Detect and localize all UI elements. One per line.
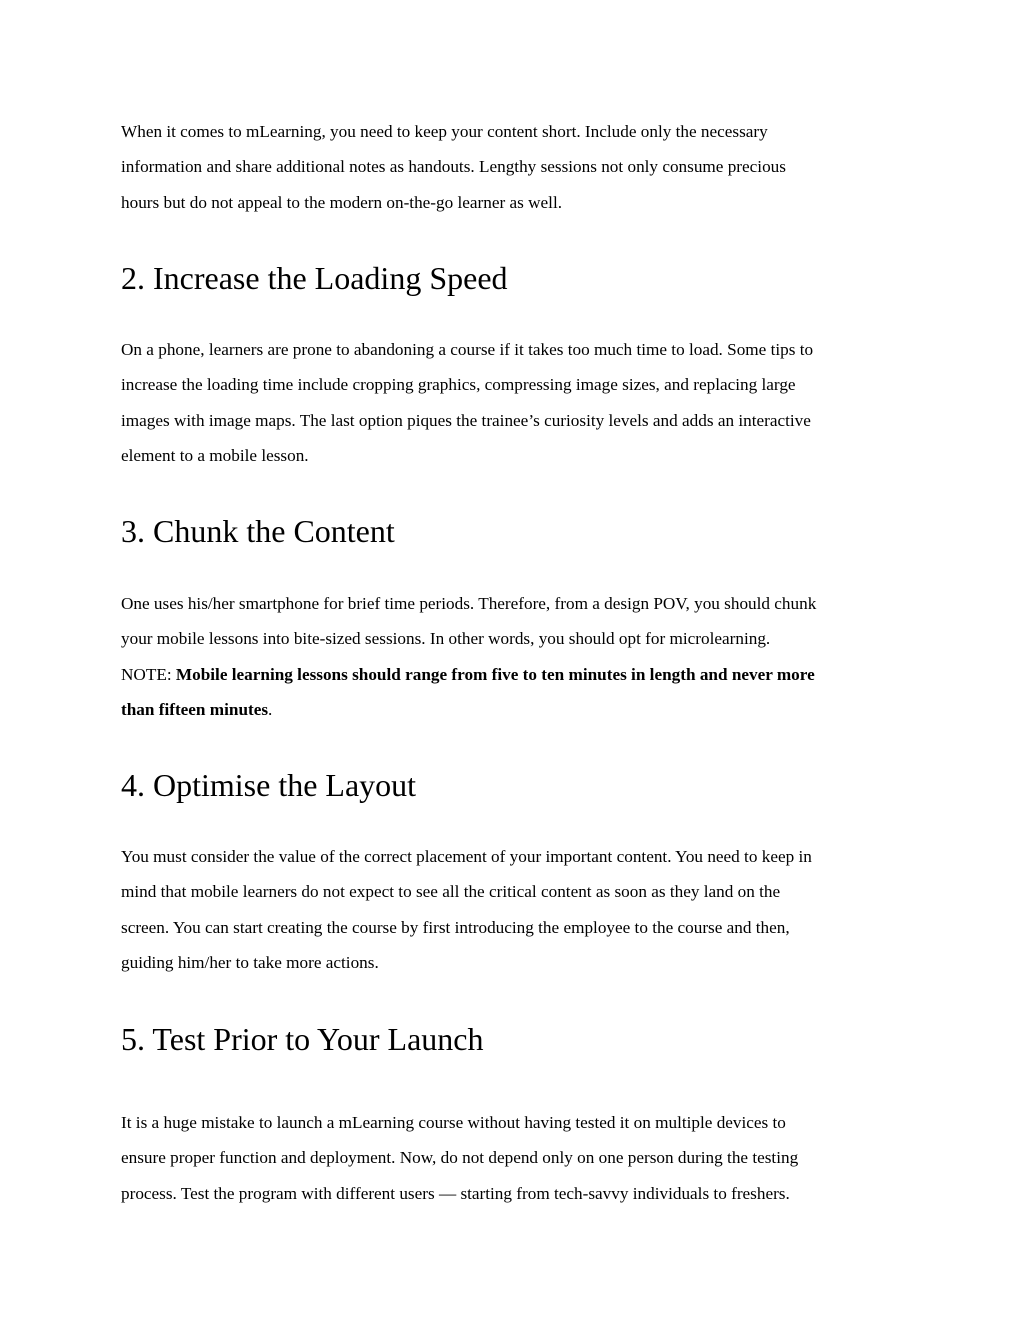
note-line: [121, 692, 921, 727]
paragraph-line: It is a huge mistake to launch a mLearning course without having tested it on multiple devices to: [121, 1113, 786, 1132]
section-heading-loading-speed: 2. Increase the Loading Speed: [121, 260, 508, 296]
paragraph-line: information and share additional notes as handouts. Lengthy sessions not only consume precious: [121, 157, 786, 177]
optimise-layout-paragraph: [121, 839, 921, 981]
note-emphasis: Mobile learning lessons should range from five to ten minutes in length and never more: [175, 664, 815, 684]
paragraph-line: your mobile lessons into bite-sized sessions. In other words, you should opt for microlearning.: [121, 629, 771, 649]
paragraph-line: On a phone, learners are prone to abandoning a course if it takes too much time to load. Some tips to: [121, 340, 814, 359]
paragraph-line: guiding him/her to take more actions.: [121, 953, 379, 973]
test-launch-paragraph: [121, 1105, 921, 1211]
paragraph-line: ensure proper function and deployment. Now, do not depend only on one person during the testing: [121, 1148, 799, 1168]
paragraph-line: One uses his/her smartphone for brief time periods. Therefore, from a design POV, you should chunk: [121, 594, 817, 613]
section-heading-chunk-content: 3. Chunk the Content: [121, 513, 395, 549]
section-heading-test-launch: 5. Test Prior to Your Launch: [121, 1021, 484, 1057]
note-line: [121, 657, 921, 692]
intro-paragraph: [121, 114, 921, 220]
paragraph-line: process. Test the program with different users — starting from tech-savvy individuals to freshers.: [121, 1183, 790, 1203]
chunk-content-paragraph: [121, 586, 921, 728]
paragraph-line: images with image maps. The last option piques the trainee’s curiosity levels and adds an interactive: [121, 410, 811, 430]
paragraph-line: increase the loading time include cropping graphics, compressing image sizes, and replacing large: [121, 375, 796, 395]
section-heading-optimise-layout: 4. Optimise the Layout: [121, 767, 417, 803]
note-prefix: NOTE:: [121, 664, 176, 684]
paragraph-line: You must consider the value of the correct placement of your important content. You need to keep in: [121, 847, 812, 866]
paragraph-line: hours but do not appeal to the modern on-the-go learner as well.: [121, 192, 563, 212]
paragraph-line: When it comes to mLearning, you need to keep your content short. Include only the necessary: [121, 122, 768, 141]
paragraph-line: mind that mobile learners do not expect to see all the critical content as soon as they land on the: [121, 882, 781, 902]
paragraph-line: element to a mobile lesson.: [121, 446, 309, 466]
loading-speed-paragraph: [121, 332, 921, 474]
note-period: .: [268, 700, 273, 720]
paragraph-line: screen. You can start creating the course by first introducing the employee to the course and then,: [121, 917, 790, 937]
note-emphasis-end: than fifteen minutes: [121, 700, 269, 720]
